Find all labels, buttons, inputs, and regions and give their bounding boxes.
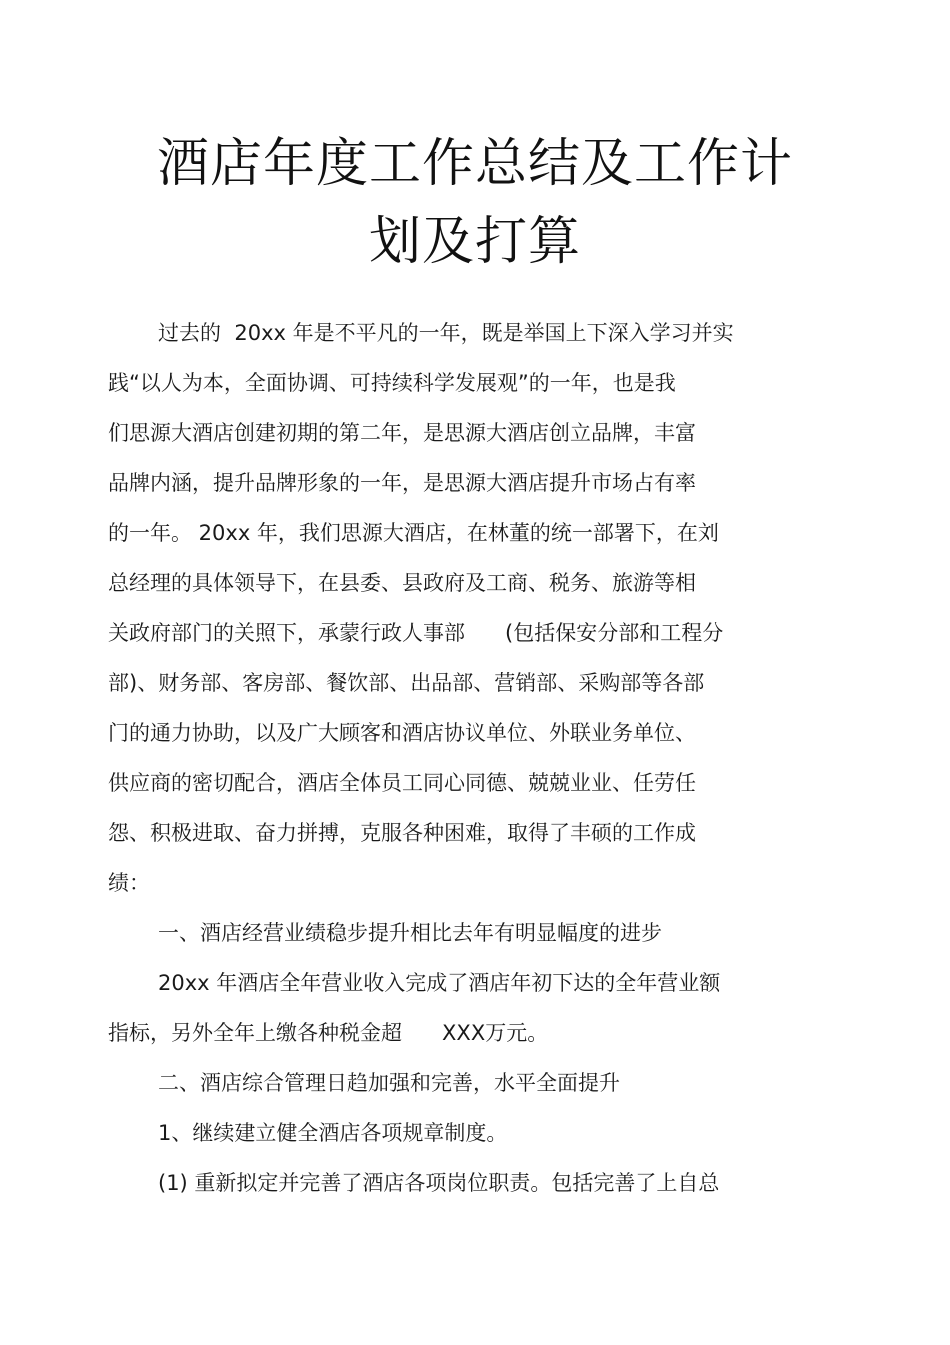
paragraph-line: 过去的 20xx 年是不平凡的一年，既是举国上下深入学习并实: [158, 321, 734, 345]
paragraph-line: 绩：: [108, 871, 150, 895]
paragraph-line: 们思源大酒店创建初期的第二年，是思源大酒店创立品牌，丰富: [108, 421, 696, 445]
section-heading: 一、酒店经营业绩稳步提升相比去年有明显幅度的进步: [158, 921, 662, 945]
paragraph-line: 践“以人为本，全面协调、可持续科学发展观”的一年，也是我: [108, 371, 676, 395]
document-title-line-1: 酒店年度工作总结及工作计: [156, 134, 793, 194]
paragraph-line: 部)、财务部、客房部、餐饮部、出品部、营销部、采购部等各部: [108, 671, 705, 695]
paragraph-line: (1) 重新拟定并完善了酒店各项岗位职责。包括完善了上自总: [158, 1171, 720, 1195]
subsection-heading: 1、继续建立健全酒店各项规章制度。: [158, 1121, 508, 1145]
document-title-line-2: 划及打算: [368, 212, 581, 272]
paragraph-line: 20xx 年酒店全年营业收入完成了酒店年初下达的全年营业额: [158, 971, 721, 995]
paragraph-line: 指标，另外全年上缴各种税金超 XXX万元。: [108, 1021, 549, 1045]
paragraph-line: 品牌内涵，提升品牌形象的一年，是思源大酒店提升市场占有率: [108, 471, 696, 495]
paragraph-line: 总经理的具体领导下，在县委、县政府及工商、税务、旅游等相: [108, 571, 696, 595]
paragraph-line: 怨、积极进取、奋力拼搏，克服各种困难，取得了丰硕的工作成: [108, 821, 696, 845]
section-heading: 二、酒店综合管理日趋加强和完善，水平全面提升: [158, 1071, 620, 1095]
paragraph-line: 门的通力协助，以及广大顾客和酒店协议单位、外联业务单位、: [108, 721, 696, 745]
paragraph-line: 供应商的密切配合，酒店全体员工同心同德、兢兢业业、任劳任: [108, 771, 696, 795]
paragraph-line: 关政府部门的关照下，承蒙行政人事部 (包括保安分部和工程分: [108, 621, 724, 645]
paragraph-line: 的一年。 20xx 年，我们思源大酒店，在林董的统一部署下，在刘: [108, 521, 719, 545]
